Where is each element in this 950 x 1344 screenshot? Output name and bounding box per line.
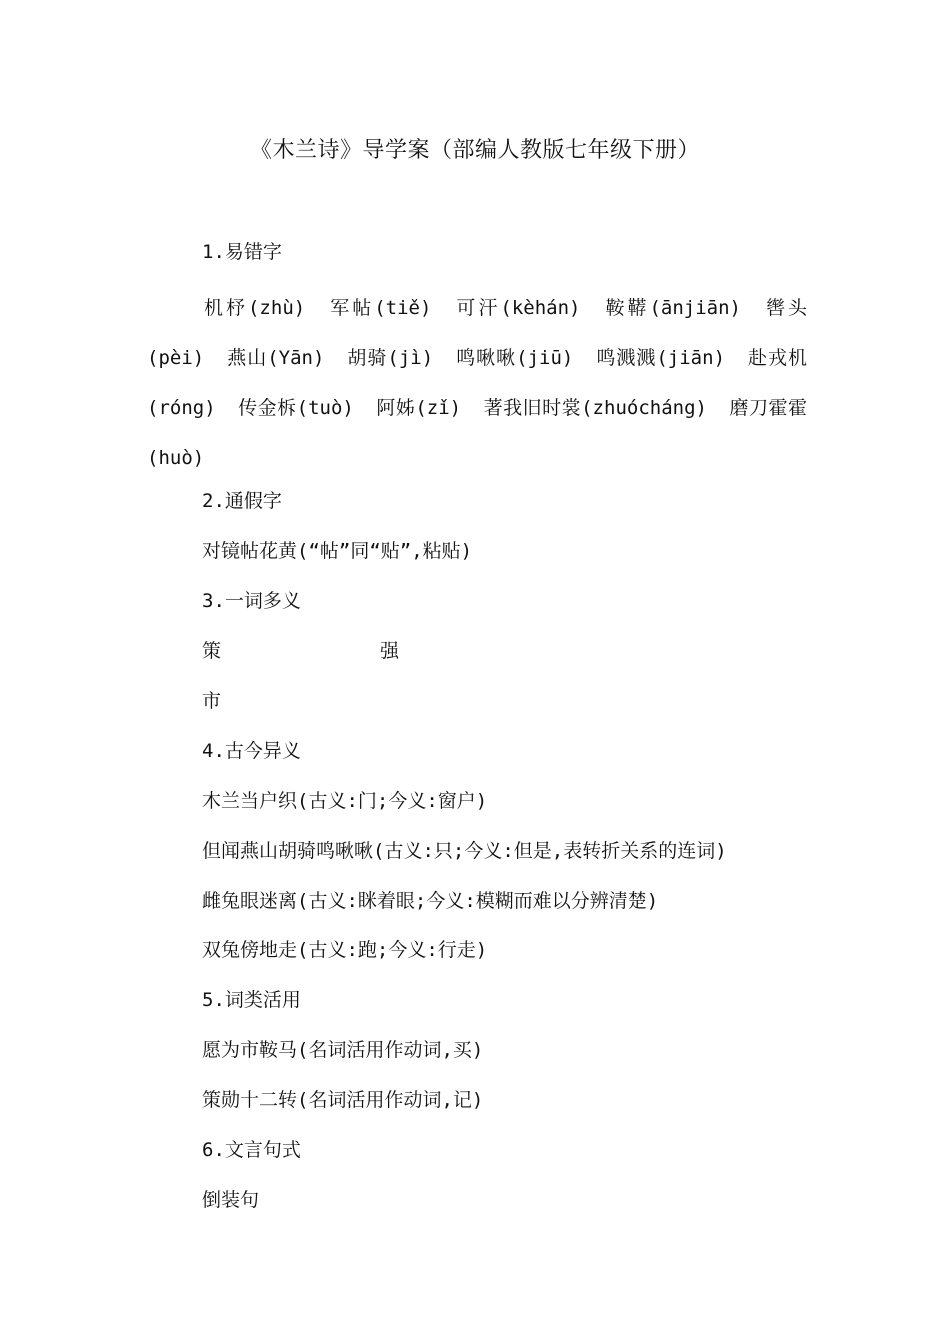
section-heading-polysemy: 3.一词多义 (202, 590, 301, 612)
meaning-item: 但闻燕山胡骑鸣啾啾(古义:只;今义:但是,表转折关系的连词) (202, 840, 727, 862)
typo-word: 传金柝(tuò) (237, 397, 354, 419)
page-title: 《木兰诗》导学案（部编人教版七年级下册） (249, 138, 700, 163)
meaning-item: 木兰当户织(古义:门;今义:窗户) (202, 790, 488, 812)
meaning-item: 雌兔眼迷离(古义:眯着眼;今义:模糊而难以分辨清楚) (202, 890, 659, 912)
section-heading-sentence-patterns: 6.文言句式 (202, 1139, 301, 1161)
word-class-item: 愿为市鞍马(名词活用作动词,买) (202, 1039, 484, 1061)
section-heading-loan-characters: 2.通假字 (202, 490, 282, 512)
typo-word: 鸣溅溅(jiān) (595, 347, 726, 369)
loan-character-item: 对镜帖花黄(“帖”同“贴”,粘贴) (202, 540, 473, 562)
polysemy-word: 强 (380, 640, 400, 662)
typo-word: 可汗(kèhán) (453, 297, 581, 319)
typo-word: 辔头(pèi) (147, 297, 807, 369)
typo-word: 燕山(Yān) (226, 347, 325, 369)
typo-word: 磨刀霍霍(huò) (147, 397, 807, 469)
section-heading-ancient-modern-meanings: 4.古今异义 (202, 740, 301, 762)
polysemy-word: 策 (202, 640, 222, 662)
typo-word: 鞍鞯(ānjiān) (602, 297, 741, 319)
typo-word: 赴戎机(róng) (147, 347, 808, 419)
meaning-item: 双兔傍地走(古义:跑;今义:行走) (202, 939, 488, 961)
polysemy-word: 市 (202, 690, 222, 712)
typo-word: 鸣啾啾(jiū) (455, 347, 574, 369)
typo-word-list (147, 283, 807, 483)
section-heading-typos: 1.易错字 (202, 241, 282, 263)
typo-word: 著我旧时裳(zhuócháng) (483, 397, 707, 419)
sentence-pattern-item: 倒装句 (202, 1189, 260, 1211)
typo-word: 机杼(zhù) (204, 297, 306, 319)
typo-word: 胡骑(jì) (346, 347, 434, 369)
typo-word: 阿姊(zǐ) (375, 397, 462, 419)
section-heading-word-class-usage: 5.词类活用 (202, 989, 301, 1011)
word-class-item: 策勋十二转(名词活用作动词,记) (202, 1089, 484, 1111)
typo-word: 军帖(tiě) (327, 297, 432, 319)
